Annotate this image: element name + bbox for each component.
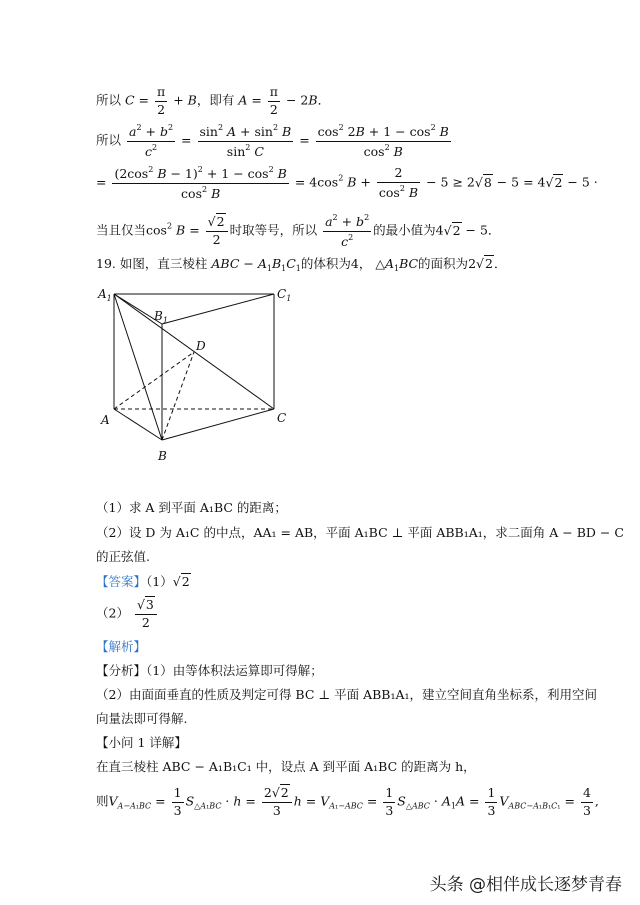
text: ．	[317, 92, 331, 108]
label-d: D	[196, 339, 206, 353]
solution-line-2: 所以 $\frac{a^2 + b^2}{c^2}$ = $\frac{\sin^2 A + \sin^2 B}{\sin^2 C}$ = $\frac{\cos^2 2B + 1 - \cos^2 B}{\cos^2 B}$	[96, 123, 449, 159]
detail-line-2: 则$V_{A-A_1BC}$ = $\frac{1}{3}$ $S_{\triangle A_1BC} \cdot h$ = $\frac{2√2}{3}$ $h = V_{A_1-ABC}$ = $\frac{1}{3}$ $S_{\triangle ABC} \cdot A_1A$ = $\frac{1}{3}$ $V_{ABC-A_1B_1C_1}$ = $\frac{4}{3}$ ,	[96, 785, 599, 818]
text: 如图，直三棱柱	[119, 256, 208, 271]
solution-line-3: = $\frac{(2\cos^2 B - 1)^2 + 1 - \cos^2 B}{\cos^2 B}$ = $4\cos^2$ B + $\frac{2}{\cos^2 B}$ − 5 ≥ 2√8 − 5 = 4√2 − 5 ·	[96, 165, 598, 201]
analysis-tag: 【解析】	[96, 639, 147, 654]
fenxi-line-3: 向量法即可得解.	[96, 711, 188, 726]
text: 的最小值为	[373, 222, 436, 238]
text: ．	[487, 222, 501, 238]
label-a: A	[101, 413, 110, 427]
label-c1: $C_1$	[277, 287, 292, 303]
label-c: C	[277, 411, 287, 425]
prism-figure	[96, 282, 306, 467]
hidden-segment-a-d	[114, 352, 194, 409]
subquestion-2: （2）设 D 为 A₁C 的中点，AA₁ = AB，平面 A₁BC ⊥ 平面 ABB₁A₁，求二面角 A − BD − C	[96, 525, 624, 540]
text: 则	[96, 793, 109, 809]
solution-line-1: 所以 C = $\frac{\pi}{2}$ + B，即有 A = $\frac{\pi}{2}$ − 2B．	[96, 84, 331, 117]
subquestion-2-cont: 的正弦值.	[96, 549, 150, 564]
text: （1）	[146, 574, 173, 589]
fenxi-line-2: （2）由面面垂直的性质及判定可得 BC ⊥ 平面 ABB₁A₁，建立空间直角坐标系，利用空间	[96, 687, 598, 702]
fenxi-line-1: 【分析】（1）由等体积法运算即可得解；	[96, 663, 323, 678]
solution-line-4: 当且仅当$\cos^2 B$ = $\frac{√2}{2}$ 时取等号，所以 $\frac{a^2 + b^2}{c^2}$ 的最小值为4√2 − 5．	[96, 213, 501, 249]
text: 的面积为	[418, 256, 469, 271]
text: 所以	[96, 92, 122, 108]
edge-b1-c1	[162, 294, 274, 324]
question-number: 19.	[96, 256, 116, 271]
edge-b-c	[162, 409, 274, 440]
detail-line-1: 在直三棱柱 ABC − A₁B₁C₁ 中，设点 A 到平面 A₁BC 的距离为 h，	[96, 759, 476, 774]
question-19: 19. 如图，直三棱柱 ABC − $A_1B_1C_1$的体积为4， $\triangle A_1BC$的面积为2√2．	[96, 256, 507, 273]
text: ，即有	[196, 92, 235, 108]
text: 时取等号，所以	[229, 222, 318, 238]
text: 的体积为4，	[300, 256, 372, 271]
text: （2）	[96, 605, 129, 621]
answer-line-1: 【答案】（1）√2	[96, 574, 190, 589]
answer-tag: 【答案】	[96, 574, 147, 589]
label-a1: $A_1$	[98, 287, 112, 303]
subquestion-1: （1）求 A 到平面 A₁BC 的距离；	[96, 500, 287, 515]
hidden-segment-b-d	[162, 352, 194, 440]
answer-line-2: （2） $\frac{√3}{2}$	[96, 599, 159, 629]
detail-label: 【小问 1 详解】	[96, 735, 187, 750]
text: ．	[493, 256, 507, 271]
text: 当且仅当	[96, 222, 147, 238]
edge-a-b	[114, 409, 162, 440]
watermark: 头条 @相伴成长逐梦青春	[429, 875, 622, 895]
label-b1: $B_1$	[154, 309, 168, 325]
label-b: B	[158, 449, 167, 463]
text: 所以	[96, 132, 122, 148]
